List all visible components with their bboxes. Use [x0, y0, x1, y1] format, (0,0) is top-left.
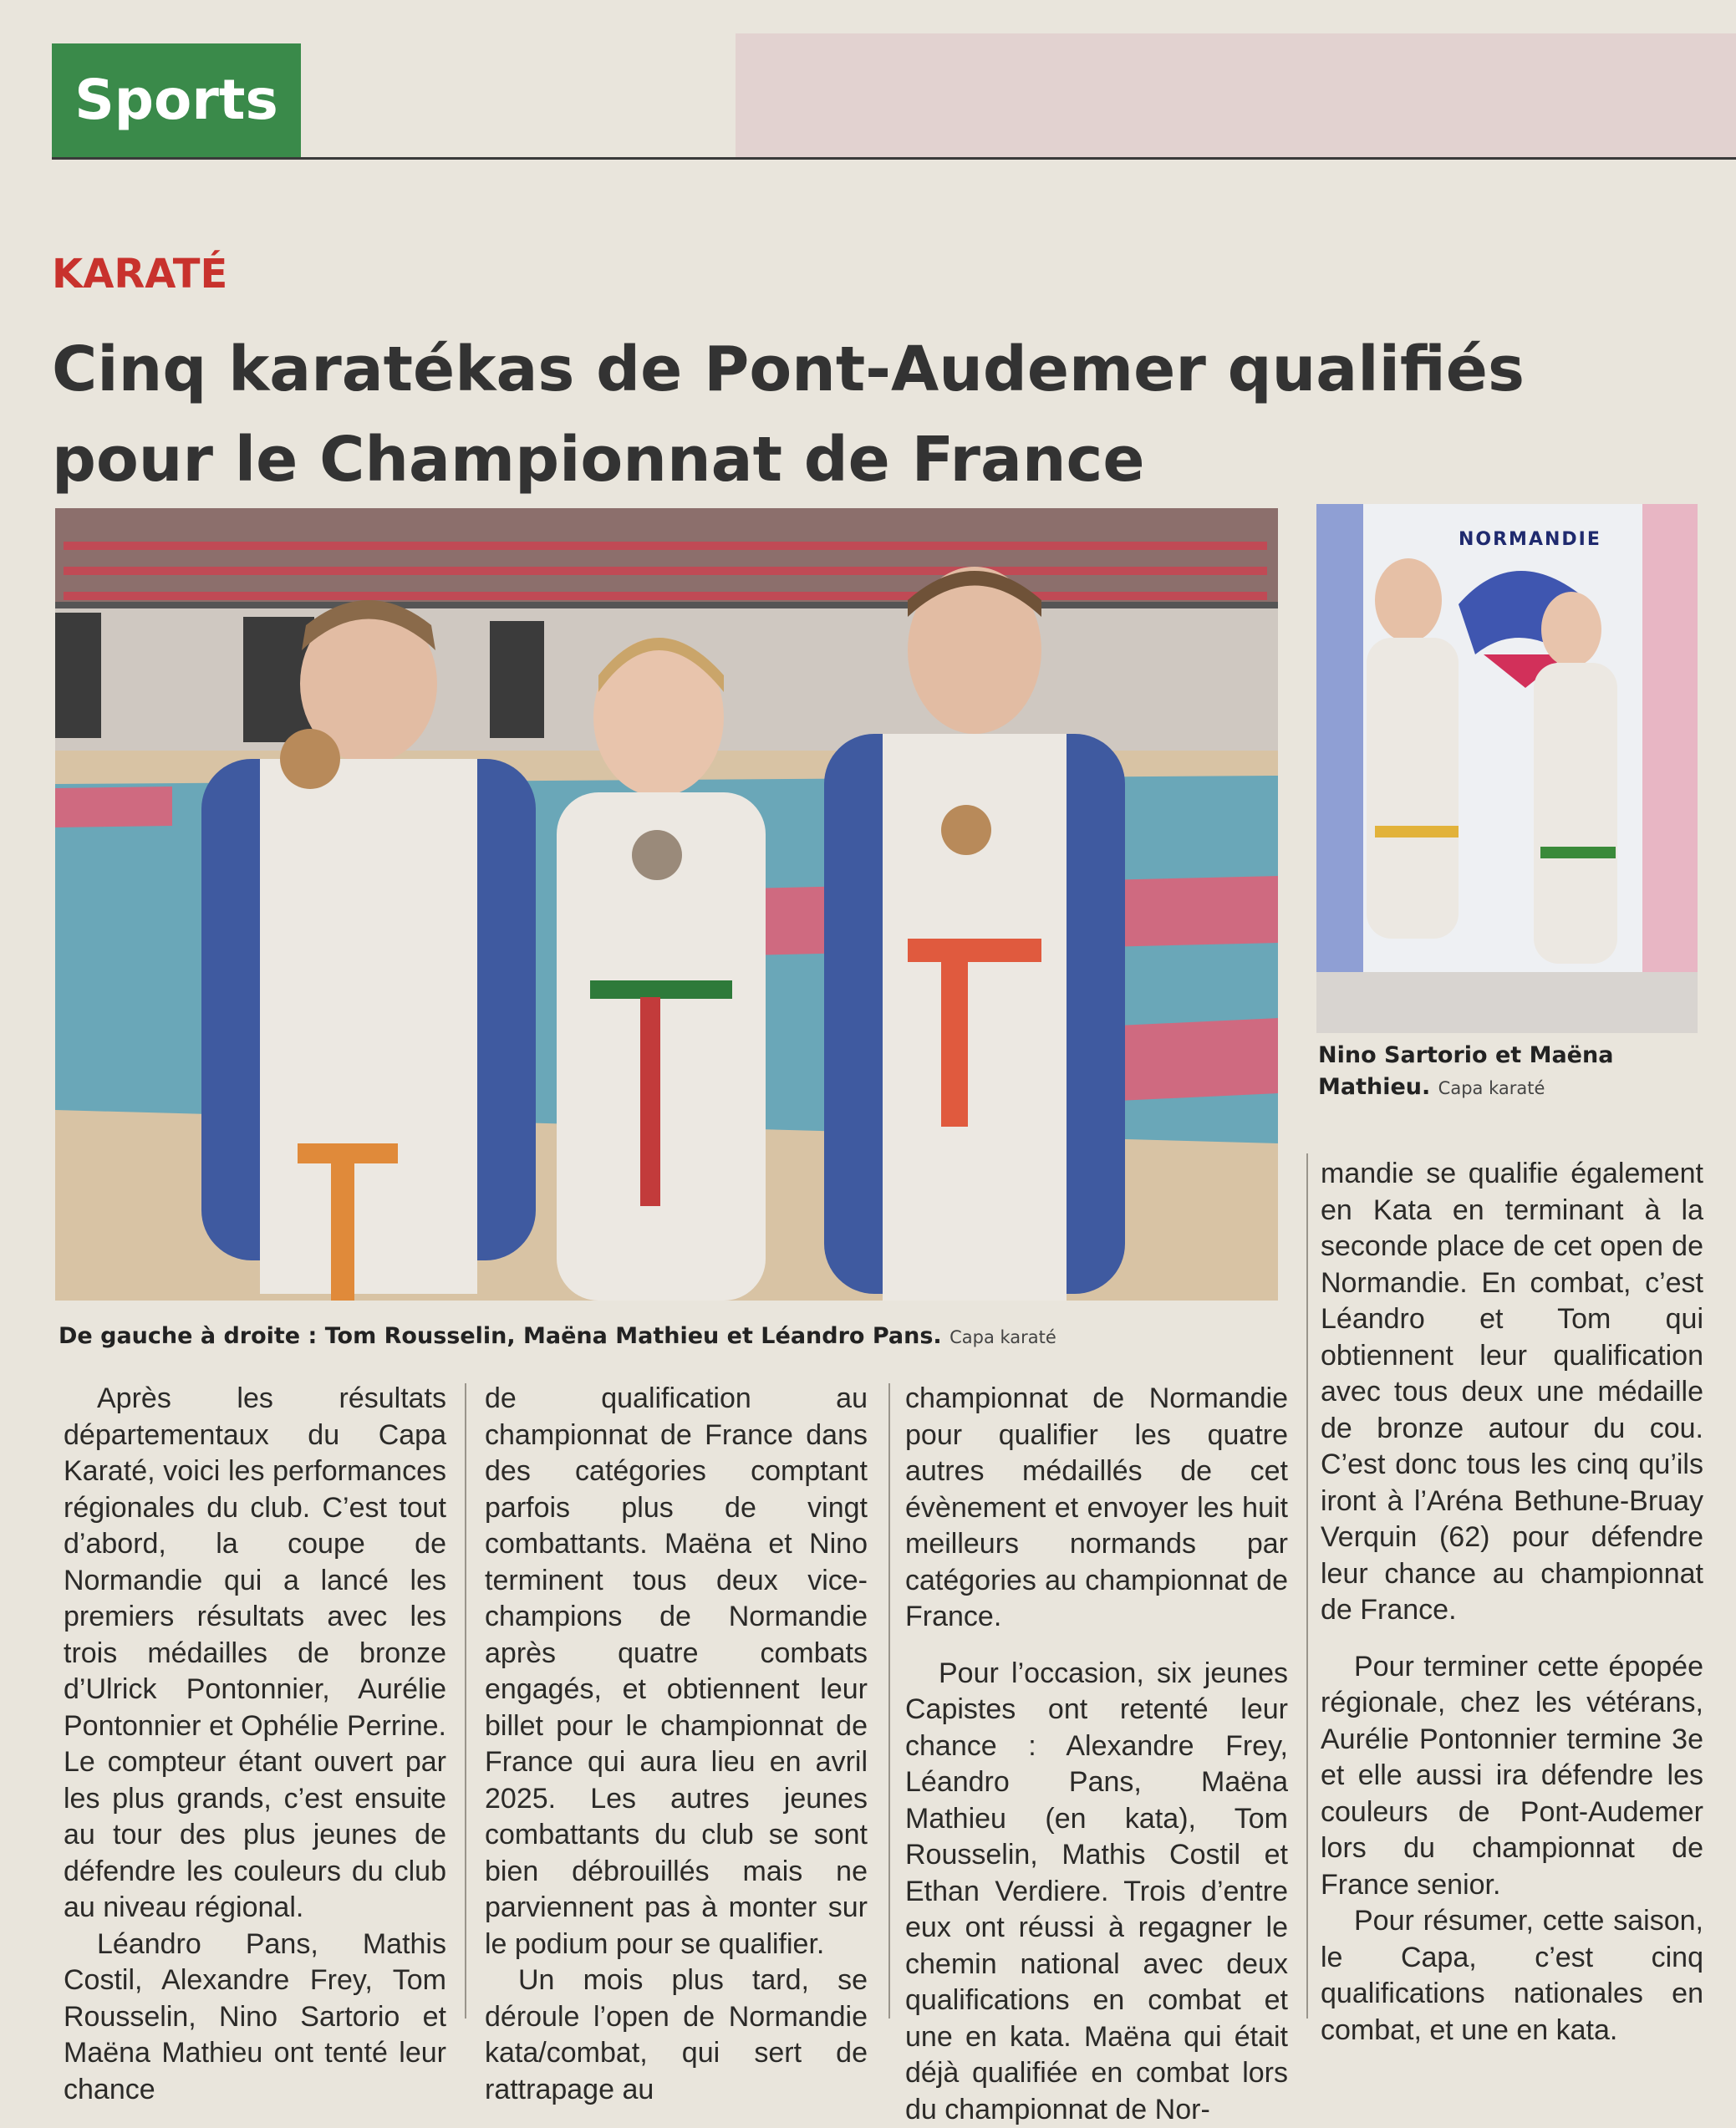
column-rule-2 — [888, 1383, 890, 2019]
main-caption-text: De gauche à droite : Tom Rousselin, Maëna Mathieu et Léandro Pans. — [59, 1323, 942, 1349]
col2-paragraph-1: de qualification au championnat de France dans des catégories comptant parfois plus de vingt combattants. Maëna et Nino terminent tous deux vice-champions de Normandie après quatre combats engagés, et obtiennent leur billet pour le championnat de France qui aura lieu en avril 2025. Les autres jeunes combattants du club se sont bien débrouillés mais ne parviennent pas à monter sur le podium pour se qualifier. — [485, 1381, 868, 1963]
col2-paragraph-2: Un mois plus tard, se déroule l’open de Normandie kata/combat, qui sert de rattrapage au — [485, 1963, 868, 2108]
side-photo-banner-text: NORMANDIE — [1459, 529, 1601, 550]
main-photo — [55, 508, 1278, 1301]
article-headline — [52, 324, 1715, 505]
side-caption-credit: Capa karaté — [1438, 1078, 1545, 1098]
body-column-1 — [64, 1381, 446, 2108]
col4-paragraph-3: Pour résumer, cette saison, le Capa, c’est cinq qualifications nationales en combat, et une en kata. — [1321, 1903, 1703, 2049]
main-caption-credit: Capa karaté — [949, 1327, 1056, 1347]
col3-paragraph-2: Pour l’occasion, six jeunes Capistes ont retenté leur chance : Alexandre Frey, Léandro Pans, Maëna Mathieu (en kata), Tom Rousselin, Mathis Costil et Ethan Verdiere. Trois d’entre eux ont réussi à regagner le chemin national avec deux qualifications en combat et une en kata. Maëna qui était déjà qualifiée en combat lors du championnat de Nor- — [905, 1656, 1288, 2128]
bleed-through-ghost — [736, 33, 1736, 159]
headline-line-2: pour le Championnat de France — [52, 424, 1145, 496]
side-photo-caption — [1318, 1040, 1613, 1104]
side-photo — [1316, 504, 1698, 1033]
section-tab-sports[interactable]: Sports — [52, 43, 301, 157]
column-rule-3 — [1306, 1153, 1308, 2019]
body-column-3 — [905, 1381, 1288, 2128]
article-kicker: KARATÉ — [52, 251, 227, 298]
main-photo-illustration — [55, 508, 1278, 1301]
col1-paragraph-1: Après les résultats départementaux du Capa Karaté, voici les performances régionales du club. C’est tout d’abord, la coupe de Normandie qui a lancé les premiers résultats avec les trois médailles de bronze d’Ulrick Pontonnier, Aurélie Pontonnier et Ophélie Perrine. Le compteur étant ouvert par les plus grands, c’est ensuite au tour des plus jeunes de défendre les couleurs du club au niveau régional. — [64, 1381, 446, 1927]
side-photo-illustration — [1316, 504, 1698, 1033]
col3-paragraph-1: championnat de Normandie pour qualifier les quatre autres médaillés de cet évènement et envoyer les huit meilleurs normands par catégories au championnat de France. — [905, 1381, 1288, 1636]
body-column-4 — [1321, 1156, 1703, 2049]
main-photo-caption — [59, 1323, 1056, 1349]
section-rule — [52, 157, 1736, 160]
col4-paragraph-2: Pour terminer cette épopée régionale, chez les vétérans, Aurélie Pontonnier termine 3e et elle aussi ira défendre les couleurs de Pont-Audemer lors du championnat de France senior. — [1321, 1649, 1703, 1904]
side-caption-line-2: Mathieu. — [1318, 1074, 1430, 1100]
headline-line-1: Cinq karatékas de Pont-Audemer qualifiés — [52, 333, 1525, 405]
body-column-2 — [485, 1381, 868, 2108]
col1-paragraph-2: Léandro Pans, Mathis Costil, Alexandre Frey, Tom Rousselin, Nino Sartorio et Maëna Mathieu ont tenté leur chance — [64, 1927, 446, 2109]
col4-paragraph-1: mandie se qualifie également en Kata en terminant à la seconde place de cet open de Normandie. En combat, c’est Léandro et Tom qui obtiennent leur qualification avec tous deux une médaille de bronze autour du cou. C’est donc tous les cinq qu’ils iront à l’Aréna Bethune-Bruay Verquin (62) pour défendre leur chance au championnat de France. — [1321, 1156, 1703, 1629]
side-caption-line-1: Nino Sartorio et Maëna — [1318, 1042, 1613, 1068]
column-rule-1 — [465, 1383, 466, 2019]
